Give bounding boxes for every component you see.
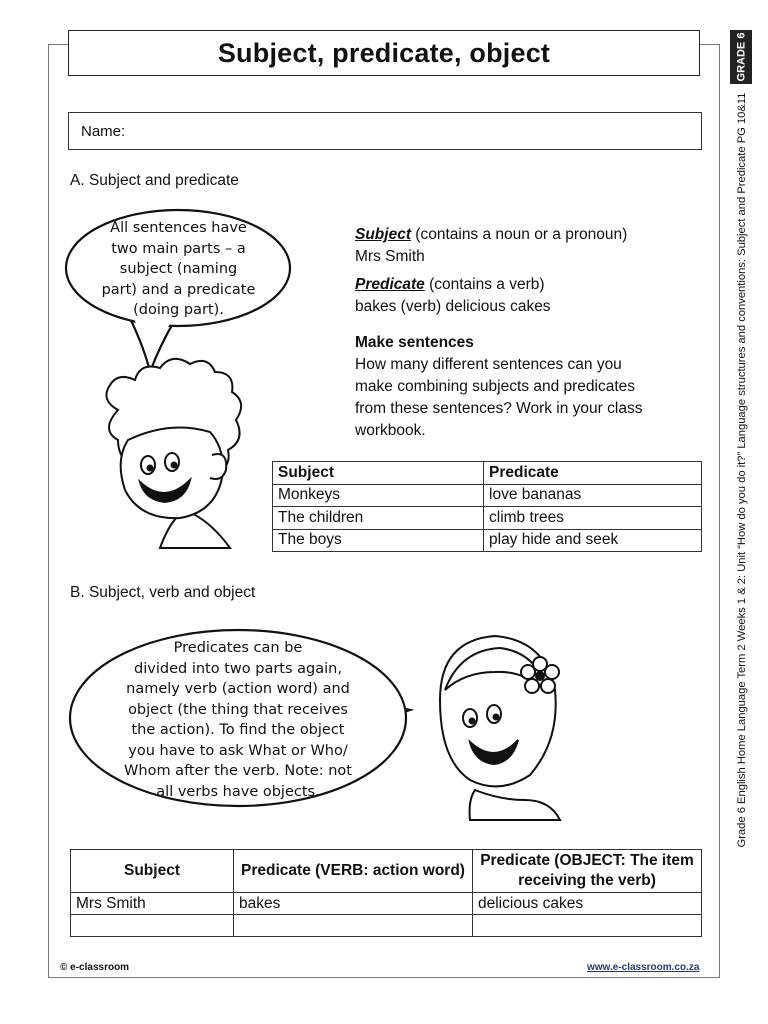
name-field[interactable] [68, 112, 702, 150]
table-header: Predicate (VERB: action word) [234, 850, 473, 893]
make-line: workbook. [355, 422, 426, 439]
bubble-b-line: namely verb (action word) and [126, 681, 350, 697]
predicate-example: bakes (verb) delicious cakes [355, 298, 551, 315]
table-header-row [273, 462, 702, 485]
make-line: How many different sentences can you [355, 356, 622, 373]
footer-copyright: © e-classroom [60, 962, 130, 973]
table-row[interactable] [71, 915, 702, 937]
bubble-b-line: all verbs have objects. [156, 783, 320, 800]
subject-predicate-table [272, 461, 702, 552]
subject-verb-object-table [70, 849, 702, 937]
table-cell: play hide and seek [484, 529, 702, 552]
table-cell: love bananas [484, 484, 702, 507]
table-cell: The children [273, 507, 484, 530]
table-row [273, 507, 702, 530]
bubble-b-line: Whom after the verb. Note: not [124, 763, 352, 779]
table-row [273, 484, 702, 507]
bubble-b-text [92, 638, 384, 802]
subject-info [355, 224, 627, 268]
table-cell: bakes [234, 893, 473, 915]
bubble-b-line: divided into two parts again, [134, 660, 342, 677]
make-sentences-heading: Make sentences [355, 334, 474, 351]
section-a-heading: A. Subject and predicate [70, 172, 239, 189]
table-cell: Monkeys [273, 484, 484, 507]
predicate-info [355, 274, 551, 318]
subject-desc: (contains a noun or a pronoun) [410, 226, 628, 243]
boy-illustration [106, 359, 241, 548]
predicate-term: Predicate [355, 276, 425, 293]
bubble-a-text [96, 218, 261, 321]
table-cell[interactable] [71, 915, 234, 937]
bubble-b-line: the action). To find the object [131, 722, 345, 738]
table-header: Predicate (OBJECT: The item receiving the verb) [473, 850, 702, 893]
bubble-b-line: Predicates can be [173, 640, 303, 656]
bubble-a-line: All sentences have [110, 220, 247, 236]
make-line: make combining subjects and predicates [355, 378, 636, 395]
bubble-b-line: object (the thing that receives [128, 701, 348, 718]
bubble-a-line: part) and a predicate [101, 281, 256, 298]
table-cell: Mrs Smith [71, 893, 234, 915]
title-box [68, 30, 700, 76]
table-cell[interactable] [234, 915, 473, 937]
bubble-b-line: you have to ask What or Who/ [128, 742, 348, 759]
table-cell[interactable] [473, 915, 702, 937]
table-header-row [71, 850, 702, 893]
footer-url-link[interactable]: www.e-classroom.co.za [587, 962, 700, 973]
side-caption: Grade 6 English Home Language Term 2 Weeks 1 & 2: Unit “How do you do it?” Language structures and conventions: Subject and Predicate PG 10&11 [736, 92, 748, 848]
page-title: Subject, predicate, object [217, 37, 551, 68]
grade-tag-label: GRADE 6 [735, 32, 747, 82]
make-sentences [355, 332, 642, 442]
section-b-heading: B. Subject, verb and object [70, 584, 256, 601]
table-cell: delicious cakes [473, 893, 702, 915]
subject-example: Mrs Smith [355, 248, 425, 265]
bubble-a-line: subject (naming [119, 261, 238, 277]
table-header: Subject [273, 462, 484, 485]
predicate-desc: (contains a verb) [424, 276, 545, 293]
subject-term: Subject [355, 226, 411, 243]
bubble-a-line: two main parts – a [111, 240, 246, 257]
make-line: from these sentences? Work in your class [355, 400, 643, 417]
name-label: Name: [81, 122, 126, 140]
bubble-a-line: (doing part). [133, 302, 224, 318]
girl-illustration [440, 636, 560, 820]
table-row [71, 893, 702, 915]
grade-tag [730, 30, 752, 84]
table-header: Predicate [484, 462, 702, 485]
table-cell: climb trees [484, 507, 702, 530]
table-header: Subject [71, 850, 234, 893]
table-row [273, 529, 702, 552]
table-cell: The boys [273, 529, 484, 552]
